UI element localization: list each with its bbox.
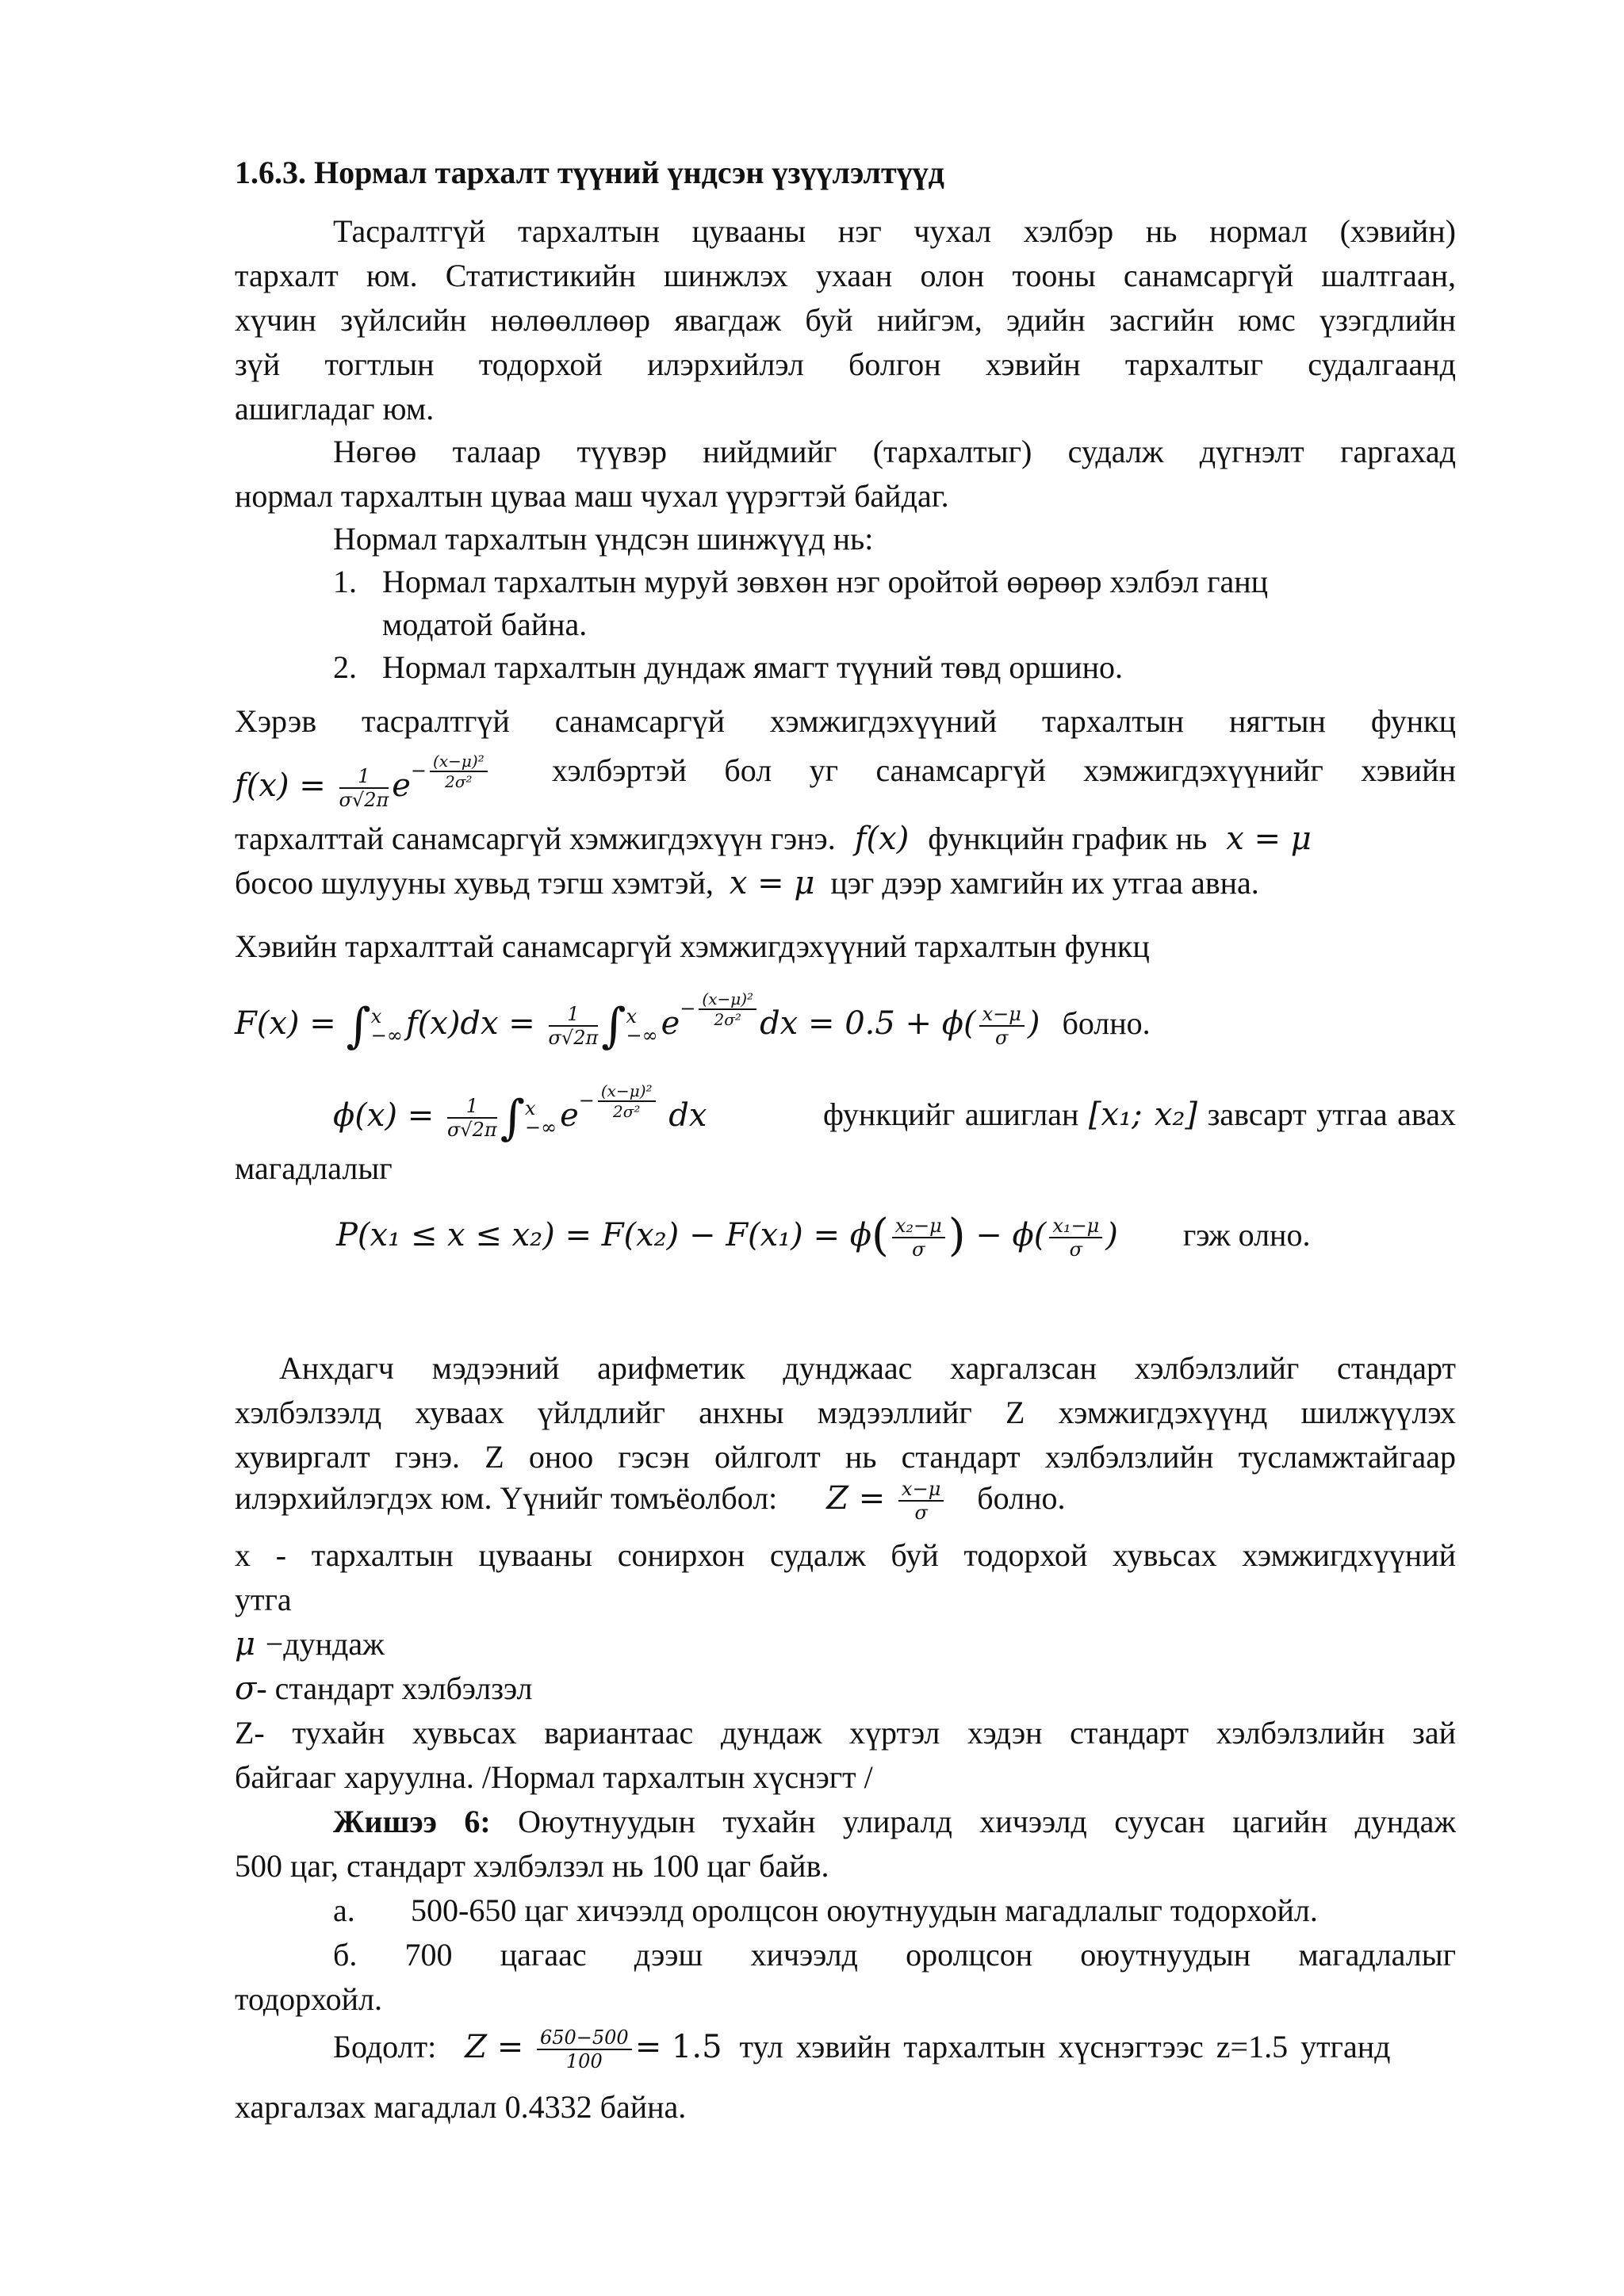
paragraph-1-line: хүчин зүйлсийн нөлөөллөөр явагдаж буй нийгэм, эдийн засгийн юмс үзэгдлийн xyxy=(235,302,1456,338)
probability-formula-line: P(x₁ ≤ x ≤ x₂) = F(x₂) − F(x₁) = ϕ( $\frac{\text{x₂−μ}}{\sigma}$ ) − ϕ( $\frac{\text{x₁−μ}}{\sigma}$ ) гэж олно. xyxy=(336,1210,1311,1261)
list-item: 2. Нормал тархалтын дундаж ямагт түүний төвд оршино. xyxy=(333,649,1124,685)
example-line: 500 цаг, стандарт хэлбэлзэл нь 100 цаг байв. xyxy=(235,1848,829,1884)
list-item-continuation: модатой байна. xyxy=(382,607,588,642)
paragraph-6-line: Анхдагч мэдээний арифметик дунджаас харгалзсан хэлбэлзлийг стандарт xyxy=(279,1350,1456,1386)
phi-line-2: магадлалыг xyxy=(235,1150,393,1186)
paragraph-1-line: зүй тогтлын тодорхой илэрхийлэл болгон хэвийн тархалтыг судалгаанд xyxy=(235,346,1456,382)
paragraph-4-line: Хэрэв тасралтгүй санамсаргүй хэмжигдэхүүний тархалтын нягтын функц xyxy=(235,703,1456,739)
definition-sigma: σ- стандарт хэлбэлзэл xyxy=(235,1670,533,1707)
example-item-a: а. 500-650 цаг хичээлд оролцсон оюутнуудын магадлалыг тодорхойл. xyxy=(333,1892,1318,1928)
paragraph-4-line: босоо шулууны хувьд тэгш хэмтэй, x = μ цэг дээр хамгийн их утгаа авна. xyxy=(235,865,1259,901)
phi-formula: ϕ(x) = $\frac{1}{\sigma√2\pi}$ ∫ x −∞ $e^{- \frac{\text{(x−μ)²}}{\text{2σ²}}}$ dx xyxy=(333,1081,707,1146)
paragraph-1-line: Тасралтгүй тархалтын цувааны нэг чухал хэлбэр нь нормал (хэвийн) xyxy=(333,213,1456,249)
solution-line-2: харгалзах магадлал 0.4332 байна. xyxy=(235,2089,687,2125)
density-formula-line: f(x) = $\frac{1}{\sigma√2\pi}$ $e^{- \frac{\text{(x−μ)²}}{\text{2σ²}}}$ хэлбэртэй бол уг санамсаргүй хэмжигдэхүүнийг хэвийн xyxy=(235,752,1456,811)
paragraph-6-line: илэрхийлэгдэх юм. Үүнийг томъёолбол: Z = $\frac{x-\mu}{\sigma}$ болно. xyxy=(235,1478,1066,1524)
definition-z-cont: байгааг харуулна. /Нормал тархалтын хүснэгт / xyxy=(235,1759,873,1795)
example-item-b-cont: тодорхойл. xyxy=(235,1981,382,2017)
paragraph-6-line: хэлбэлзэлд хуваах үйлдлийг анхны мэдээллийг Z хэмжигдэхүүнд шилжүүлэх xyxy=(235,1395,1456,1430)
cdf-formula-line: F(x) = ∫ x −∞ f(x)dx = $\frac{1}{\sigma√2\pi}$ ∫ x −∞ $e^{- \frac{\text{(x−μ)²}}{\text{2σ²}}}$ dx = 0.5 + ϕ( $\frac{x-\mu}{\sigma}$ ) болно. xyxy=(235,989,1151,1054)
example-line: Жишээ 6: Оюутнуудын тухайн улиралд хичээлд суусан цагийн дундаж xyxy=(333,1804,1457,1839)
paragraph-6-line: хувиргалт гэнэ. Z оноо гэсэн ойлголт нь стандарт хэлбэлзлийн тусламжтайгаар xyxy=(235,1439,1456,1475)
list-item: 1. Нормал тархалтын муруй зөвхөн нэг оройтой өөрөөр хэлбэл ганц xyxy=(333,564,1269,599)
paragraph-5: Хэвийн тархалттай санамсаргүй хэмжигдэхүүний тархалтын функц xyxy=(235,928,1150,964)
z-formula: Z = $\frac{x-\mu}{\sigma}$ xyxy=(826,1480,947,1517)
definition-x: x - тархалтын цувааны сонирхон судалж буй тодорхой хувьсах хэмжигдхүүний xyxy=(235,1537,1456,1573)
paragraph-4-line: тархалттай санамсаргүй хэмжигдэхүүн гэнэ. f(x) функцийн график нь x = μ xyxy=(235,821,1312,857)
probability-formula: P(x₁ ≤ x ≤ x₂) = F(x₂) − F(x₁) = ϕ( $\frac{\text{x₂−μ}}{\sigma}$ ) − ϕ( $\frac{\text{x₁−μ}}{\sigma}$ ) xyxy=(336,1210,1118,1261)
section-heading: 1.6.3. Нормал тархалт түүний үндсэн үзүүлэлтүүд xyxy=(235,155,944,190)
definition-mu: μ −дундаж xyxy=(235,1626,385,1663)
phi-formula-line: ϕ(x) = $\frac{1}{\sigma√2\pi}$ ∫ x −∞ $e^{- \frac{\text{(x−μ)²}}{\text{2σ²}}}$ dx функцийг ашиглан [x₁; x₂] завсарт утгаа авах xyxy=(333,1081,1457,1146)
paragraph-3: Нормал тархалтын үндсэн шинжүүд нь: xyxy=(333,521,874,557)
paragraph-1-line: тархалт юм. Статистикийн шинжлэх ухаан олон тооны санамсаргүй шалтгаан, xyxy=(235,258,1456,293)
density-formula: f(x) = $\frac{1}{\sigma√2\pi}$ $e^{- \frac{\text{(x−μ)²}}{\text{2σ²}}}$ xyxy=(235,767,491,804)
solution-line: Бодолт: Z = $\frac{650-500}{100}$ = 1.5 тул хэвийн тархалтын хүснэгтээс z=1.5 утганд xyxy=(333,2026,1391,2072)
definition-x-cont: утга xyxy=(235,1582,292,1617)
cdf-formula: F(x) = ∫ x −∞ f(x)dx = $\frac{1}{\sigma√2\pi}$ ∫ x −∞ $e^{- \frac{\text{(x−μ)²}}{\text{2σ²}}}$ dx = 0.5 + ϕ( $\frac{x-\mu}{\sigma}$ ) xyxy=(235,989,1040,1054)
solution-formula: Z = $\frac{650-500}{100}$ xyxy=(465,2029,634,2065)
paragraph-2-line: Нөгөө талаар түүвэр нийдмийг (тархалтыг) судалж дүгнэлт гаргахад xyxy=(333,434,1456,469)
example-item-b: б. 700 цагаас дээш хичээлд оролцсон оюутнуудын магадлалыг xyxy=(333,1937,1456,1973)
paragraph-2-line: нормал тархалтын цуваа маш чухал үүрэгтэй байдаг. xyxy=(235,478,949,514)
paragraph-1-line: ашигладаг юм. xyxy=(235,391,435,427)
definition-z: Z- тухайн хувьсах вариантаас дундаж хүртэл хэдэн стандарт хэлбэлзлийн зай xyxy=(235,1715,1456,1751)
